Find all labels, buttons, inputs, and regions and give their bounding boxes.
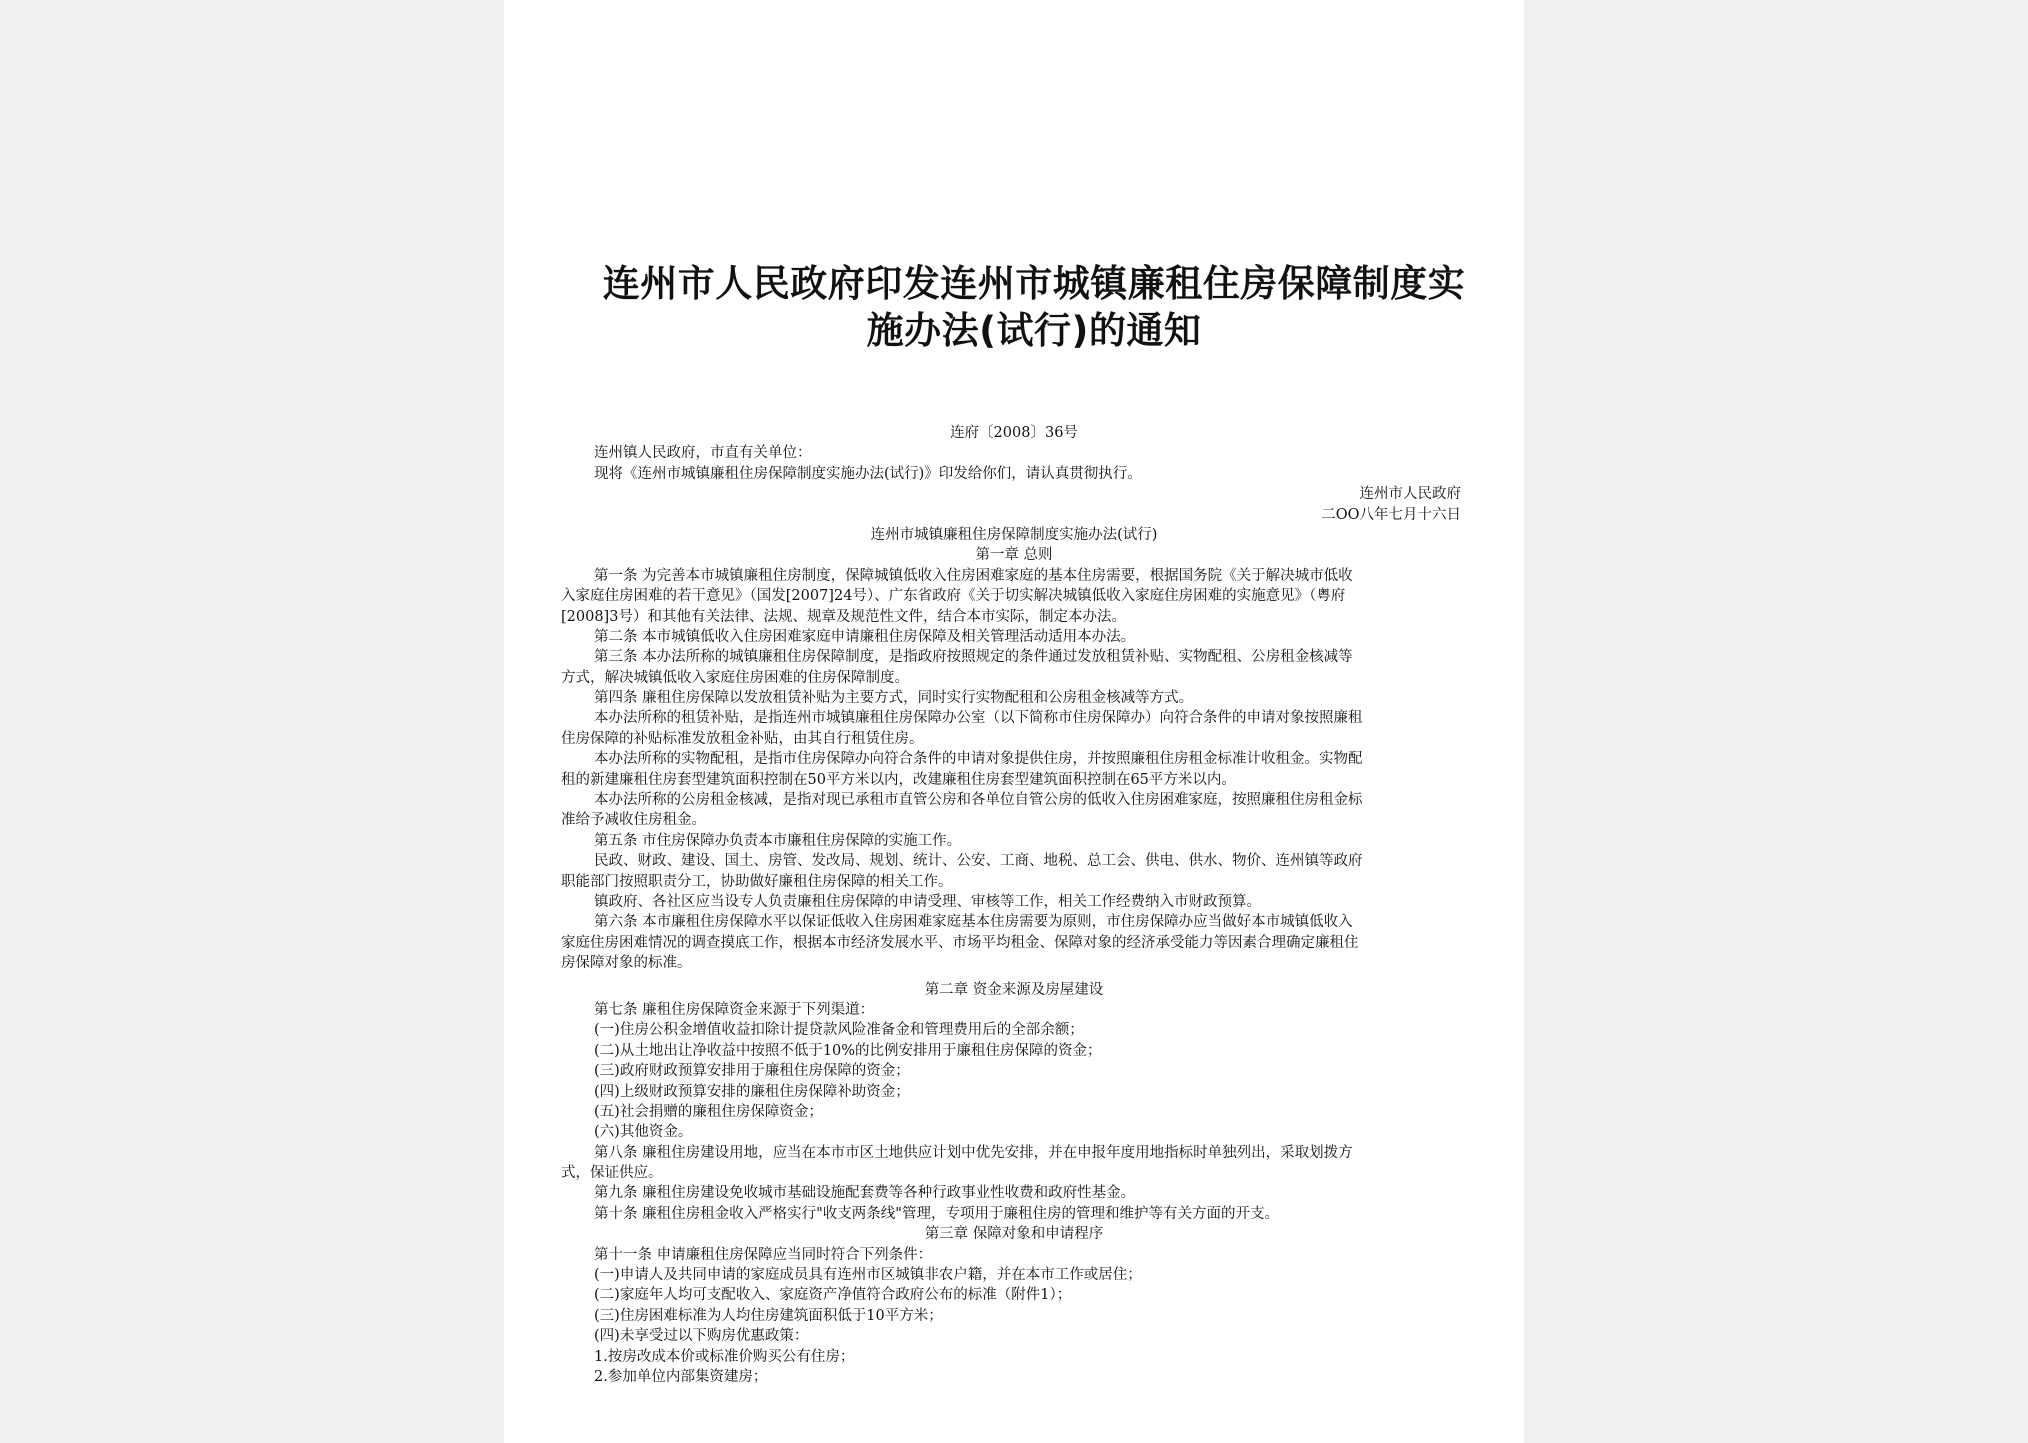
- paragraph-line: 1.按房改成本价或标准价购买公有住房；: [594, 1348, 855, 1365]
- chapter-3-title: 第三章 保障对象和申请程序: [924, 1226, 1104, 1243]
- paragraph-line: 镇政府、各社区应当设专人负责廉租住房保障的申请受理、审核等工作，相关工作经费纳入市财政预算。: [594, 893, 1261, 910]
- paragraph-line: 2.参加单位内部集资建房；: [594, 1368, 768, 1385]
- forward-text: 现将《连州市城镇廉租住房保障制度实施办法(试行)》印发给你们，请认真贯彻执行。: [594, 465, 1142, 482]
- paragraph-line: 第九条 廉租住房建设免收城市基础设施配套费等各种行政事业性收费和政府性基金。: [594, 1185, 1136, 1202]
- paragraph-line: (四)上级财政预算安排的廉租住房保障补助资金；: [594, 1083, 910, 1100]
- issue-date: 二OO八年七月十六日: [1321, 506, 1461, 523]
- paragraph-line: 本办法所称的实物配租，是指市住房保障办向符合条件的申请对象提供住房，并按照廉租住房租金标准计收租金。实物配: [594, 751, 1363, 768]
- title-line-2: 施办法(试行)的通知: [866, 309, 1202, 352]
- document-title: [594, 260, 1474, 354]
- title-line-1: 连州市人民政府印发连州市城镇廉租住房保障制度实: [602, 262, 1466, 305]
- chapter-3-text: [561, 1245, 1467, 1388]
- paragraph-line: 第六条 本市廉租住房保障水平以保证低收入住房困难家庭基本住房需要为原则，市住房保障办应当做好本市城镇低收入: [594, 914, 1353, 931]
- paragraph-line: 民政、财政、建设、国土、房管、发改局、规划、统计、公安、工商、地税、总工会、供电、供水、物价、连州镇等政府: [594, 853, 1363, 870]
- paragraph-line: 第一条 为完善本市城镇廉租住房制度，保障城镇低收入住房困难家庭的基本住房需要，根据国务院《关于解决城市低收: [594, 567, 1353, 584]
- paragraph-line: (五)社会捐赠的廉租住房保障资金；: [594, 1103, 823, 1120]
- document-page: [504, 0, 1524, 1443]
- paragraph-line: 租的新建廉租住房套型建筑面积控制在50平方米以内，改建廉租住房套型建筑面积控制在65平方米以内。: [561, 771, 1236, 788]
- paragraph-line: 本办法所称的租赁补贴，是指连州市城镇廉租住房保障办公室（以下简称市住房保障办）向符合条件的申请对象按照廉租: [594, 710, 1363, 727]
- paragraph-line: 第八条 廉租住房建设用地，应当在本市市区土地供应计划中优先安排，并在申报年度用地指标时单独列出，采取划拨方: [594, 1144, 1353, 1161]
- paragraph-line: 第十条 廉租住房租金收入严格实行"收支两条线"管理，专项用于廉租住房的管理和维护等有关方面的开支。: [594, 1205, 1279, 1222]
- measures-title: 连州市城镇廉租住房保障制度实施办法(试行): [870, 526, 1158, 543]
- paragraph-line: 方式，解决城镇低收入家庭住房困难的住房保障制度。: [561, 669, 909, 686]
- paragraph-line: (六)其他资金。: [594, 1124, 693, 1141]
- paragraph-line: 住房保障的补贴标准发放租金补贴，由其自行租赁住房。: [561, 730, 924, 747]
- chapter-2-title: 第二章 资金来源及房屋建设: [924, 981, 1104, 998]
- paragraph-line: (三)住房困难标准为人均住房建筑面积低于10平方米；: [594, 1307, 943, 1324]
- paragraph-line: 式，保证供应。: [561, 1165, 663, 1182]
- paragraph-line: (三)政府财政预算安排用于廉租住房保障的资金；: [594, 1063, 910, 1080]
- paragraph-line: 第三条 本办法所称的城镇廉租住房保障制度，是指政府按照规定的条件通过发放租赁补贴、实物配租、公房租金核减等: [594, 649, 1353, 666]
- paragraph-line: (二)家庭年人均可支配收入、家庭资产净值符合政府公布的标准（附件1）；: [594, 1287, 1072, 1304]
- chapter-1-title: 第一章 总则: [975, 547, 1053, 564]
- paragraph-line: 第十一条 申请廉租住房保障应当同时符合下列条件：: [594, 1246, 933, 1263]
- addressee: 连州镇人民政府，市直有关单位：: [594, 445, 812, 462]
- document-body: [561, 423, 1467, 1387]
- paragraph-line: 第四条 廉租住房保障以发放租赁补贴为主要方式，同时实行实物配租和公房租金核减等方式。: [594, 690, 1194, 707]
- doc-number: 连府〔2008〕36号: [950, 425, 1078, 441]
- paragraph-line: 入家庭住房困难的若干意见》（国发[2007]24号）、广东省政府《关于切实解决城镇低收入家庭住房困难的实施意见》（粤府: [561, 588, 1346, 605]
- paragraph-line: (二)从土地出让净收益中按照不低于10%的比例安排用于廉租住房保障的资金；: [594, 1042, 1102, 1059]
- issuer: 连州市人民政府: [1359, 486, 1461, 503]
- paragraph-line: (四)未享受过以下购房优惠政策：: [594, 1328, 809, 1345]
- paragraph-line: 本办法所称的公房租金核减，是指对现已承租市直管公房和各单位自管公房的低收入住房困难家庭，按照廉租住房租金标: [594, 792, 1363, 809]
- paragraph-line: (一)住房公积金增值收益扣除计提贷款风险准备金和管理费用后的全部余额；: [594, 1022, 1084, 1039]
- paragraph-line: (一)申请人及共同申请的家庭成员具有连州市区城镇非农户籍，并在本市工作或居住；: [594, 1267, 1142, 1284]
- paragraph-line: 职能部门按照职责分工，协助做好廉租住房保障的相关工作。: [561, 873, 953, 890]
- paragraph-line: [2008]3号）和其他有关法律、法规、规章及规范性文件，结合本市实际，制定本办法。: [561, 608, 1126, 625]
- paragraph-line: 房保障对象的标准。: [561, 955, 692, 972]
- chapter-1-text: [561, 566, 1467, 974]
- chapter-2-text: [561, 1000, 1467, 1224]
- paragraph-line: 第五条 市住房保障办负责本市廉租住房保障的实施工作。: [594, 832, 962, 849]
- paragraph-line: 准给予减收住房租金。: [561, 812, 706, 829]
- paragraph-line: 第七条 廉租住房保障资金来源于下列渠道：: [594, 1001, 875, 1018]
- paragraph-line: 第二条 本市城镇低收入住房困难家庭申请廉租住房保障及相关管理活动适用本办法。: [594, 628, 1136, 645]
- paragraph-line: 家庭住房困难情况的调查摸底工作，根据本市经济发展水平、市场平均租金、保障对象的经济承受能力等因素合理确定廉租住: [561, 934, 1359, 951]
